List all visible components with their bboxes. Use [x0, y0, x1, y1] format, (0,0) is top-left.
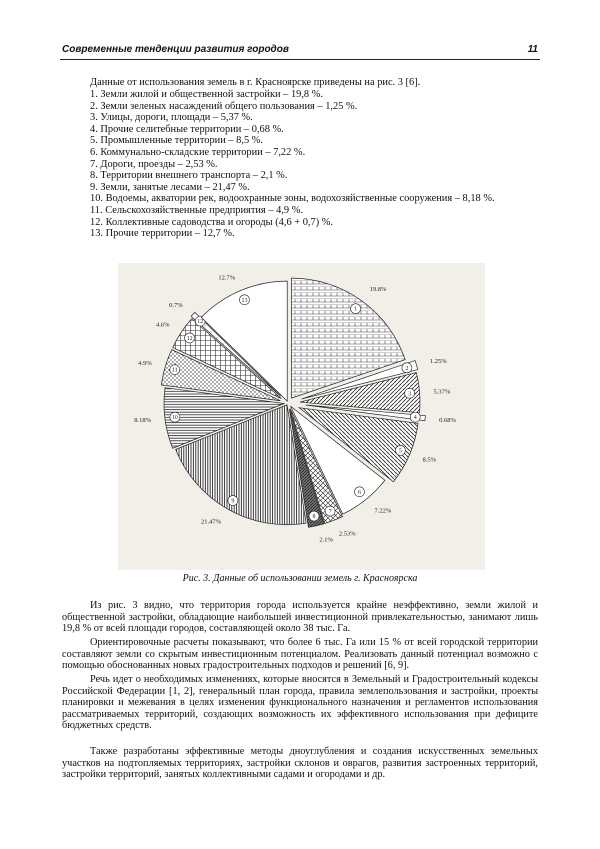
slice-percent-label: 8.5% — [422, 456, 437, 464]
list-item: 2. Земли зеленых насаждений общего пользования – 1,25 %. — [90, 100, 358, 112]
list-item: 3. Улицы, дороги, площади – 5,37 %. — [90, 112, 253, 124]
slice-percent-label: 4.6% — [156, 321, 170, 329]
figure-caption: Рис. 3. Данные об использовании земель г. Красноярска — [182, 573, 418, 584]
slice-percent-label: 4.9% — [138, 359, 152, 367]
land-use-list — [90, 89, 495, 240]
list-item: 13. Прочие территории – 12,7 %. — [90, 228, 235, 240]
slice-percent-label: 21.47% — [201, 518, 222, 526]
intro-line: Данные от использования земель в г. Красноярске приведены на рис. 3 [6]. — [90, 77, 421, 88]
slice-number: 1 — [354, 306, 358, 313]
slice-number: 7 — [328, 509, 332, 516]
header-rule — [60, 59, 540, 60]
slice-percent-label: 8.18% — [134, 417, 152, 425]
running-header — [60, 44, 540, 60]
slice-percent-label: 0.7% — [169, 301, 183, 309]
running-header-title: Современные тенденции развития городов — [62, 44, 289, 55]
slice-percent-label: 19.8% — [369, 286, 387, 294]
slice-number: 13 — [241, 297, 248, 304]
slice-number: 11 — [171, 367, 178, 374]
slice-percent-label: 7.22% — [374, 507, 392, 515]
list-item: 11. Сельскохозяйственные предприятия – 4,9 %. — [90, 204, 303, 216]
paragraph — [62, 637, 538, 672]
paragraph — [62, 746, 538, 781]
slice-number: 2 — [405, 365, 409, 372]
slice-number: 3 — [408, 391, 412, 398]
slice-number: 5 — [398, 448, 402, 455]
paragraph — [62, 600, 538, 635]
list-item: 9. Земли, занятые лесами – 21,47 %. — [90, 181, 250, 193]
paragraph-text: Из рис. 3 видно, что территория города используется крайне неэффективно, земли жилой и общественной застройки, обладающие наибольшей инвестиционной привлекательностью, занимают лишь 19,8 % от всей площади городов, составляющей около 38 тыс. Га. — [62, 600, 538, 635]
list-item: 12. Коллективные садоводства и огороды (4,6 + 0,7) %. — [90, 216, 334, 228]
list-item: 6. Коммунально-складские территории – 7,22 %. — [90, 146, 306, 158]
paragraph — [62, 674, 538, 732]
slice-percent-label: 1.25% — [429, 358, 447, 366]
pie-chart — [118, 263, 485, 570]
slice-percent-label: 12.7% — [218, 274, 236, 282]
slice-number: 12 — [197, 319, 204, 326]
list-item: 7. Дороги, проезды – 2,53 %. — [90, 158, 218, 170]
slice-number: 6 — [358, 489, 362, 496]
slice-percent-label: 2.53% — [338, 530, 356, 538]
slice-number: 8 — [312, 514, 316, 521]
slice-percent-label: 2.1% — [319, 536, 333, 544]
slice-percent-label: 0.68% — [439, 416, 456, 424]
paragraph-text: Ориентировочные расчеты показывают, что более 6 тыс. Га или 15 % от всей городской территории составляют земли со скрытым инвестиционным потенциалом. Реализовать данный потенциал возможно с помощью обоснованных новых градостроительных подходов и решений [6, 9]. — [62, 637, 538, 672]
list-item: 8. Территории внешнего транспорта – 2,1 %. — [90, 170, 288, 182]
slice-number: 12 — [186, 335, 193, 342]
list-item: 5. Промышленные территории – 8,5 %. — [90, 135, 264, 147]
slice-percent-label: 5.37% — [433, 388, 451, 396]
list-item: 10. Водоемы, акватории рек, водоохранные зоны, водохозяйственные сооружения – 8,18 %. — [90, 193, 495, 205]
paragraph-text: Также разработаны эффективные методы дноуглубления и создания искусственных земельных участков на подтопляемых территориях, застройки склонов и оврагов, развития застроенных территорий, застройки территорий, занятых коллективными садами и огородами и др. — [62, 746, 538, 781]
figure-3 — [118, 263, 485, 570]
list-item: 1. Земли жилой и общественной застройки – 19,8 %. — [90, 89, 323, 100]
slice-number: 10 — [171, 415, 178, 422]
paragraph-text: Речь идет о необходимых изменениях, которые вносятся в Земельный и Градостроительный кодексы Российской Федерации [1, 2], генеральный план города, правила землепользования и застройки, проекты планировки и межевания в целях изменения функционального назначения и регламентов использования рассматриваемых территорий, создающих возможность их эффективного использования при дефиците бюджетных средств. — [62, 674, 538, 732]
slice-number: 9 — [231, 498, 235, 505]
slice-number: 4 — [413, 415, 417, 422]
list-item: 4. Прочие селитебные территории – 0,68 %. — [90, 123, 284, 135]
page-number: 11 — [527, 44, 538, 55]
